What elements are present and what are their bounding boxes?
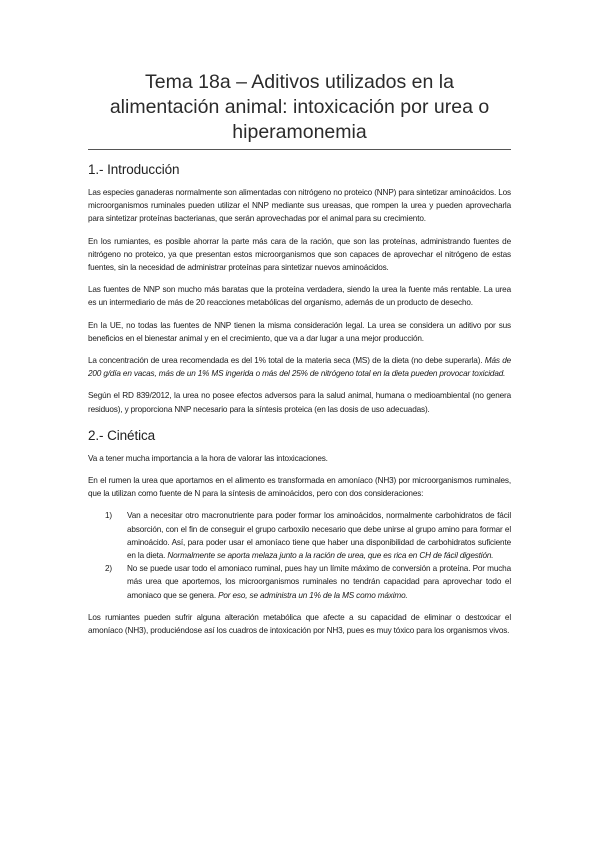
section-heading-cinetica: 2.- Cinética [88,427,156,443]
intro-paragraph-4: En la UE, no todas las fuentes de NNP tienen la misma consideración legal. La urea se considera un aditivo por sus beneficios en el bienestar animal y en el crecimiento, que va a dar lugar a una mejor producción. [88,320,511,343]
list-item-text: No se puede usar todo el amoniaco ruminal, pues hay un límite máximo de conversión a proteína. Por mucha más urea que aportemos, los microorganismos ruminales no tendrán capacidad para aprovechar todo el amoniaco que se genera. [127,564,511,600]
intro-paragraph-2: En los rumiantes, es posible ahorrar la parte más cara de la ración, que son las proteínas, administrando fuentes de nitrógeno no proteico, ya que presentan estos microorganismos que son capaces de aprovechar el nitrógeno de estas fuentes, sin la necesidad de administrar proteínas para sintetizar nuevos aminoácidos. [88,236,511,273]
list-item-number: 1) [105,511,112,521]
list-item [88,509,511,562]
list-item-number: 2) [105,564,112,574]
cinetica-paragraph-3: Los rumiantes pueden sufrir alguna alteración metabólica que afecte a su capacidad de eliminar o destoxicar el amoníaco (NH3), produciéndose así los cuadros de intoxicación por NH3, pues es muy tóxico para los organismos vivos. [88,612,511,636]
cinetica-paragraph-1: Va a tener mucha importancia a la hora de valorar las intoxicaciones. [88,453,328,463]
list-item [88,562,511,602]
list-item-italic: Normalmente se aporta melaza junto a la ración de urea, que es rica en CH de fácil digestión. [167,551,494,561]
considerations-list [88,509,511,601]
intro-paragraph-5-text: La concentración de urea recomendada es del 1% total de la materia seca (MS) de la dieta (no debe superarla). [88,356,485,366]
section-heading-introduccion: 1.- Introducción [88,162,180,177]
list-item-text: Van a necesitar otro macronutriente para poder formar los aminoácidos, normalmente carbohidratos de fácil absorción, con el fin de conseguir el grupo carboxilo necesario que debe unirse al grupo amino para formar el aminoácido. Así, para poder usar el amoníaco tiene que haber una disponibilidad de carbohidratos suficiente en la dieta. [127,511,511,561]
intro-paragraph-5 [88,354,511,380]
intro-paragraph-1: Las especies ganaderas normalmente son alimentadas con nitrógeno no proteico (NNP) para sintetizar aminoácidos. Los microorganismos ruminales pueden utilizar el NNP mediante sus ureasas, que rompen la urea y pueden aprovecharla para sintetizar proteínas bacterianas, que serán aprovechadas por el animal para su crecimiento. [88,188,511,224]
list-item-italic: Por eso, se administra un 1% de la MS como máximo. [218,590,408,600]
cinetica-paragraph-2: En el rumen la urea que aportamos en el alimento es transformada en amoníaco (NH3) por microorganismos ruminales, que la utilizan como fuente de N para la síntesis de aminoácidos, pero con dos consideraciones: [88,476,511,499]
intro-paragraph-6: Según el RD 839/2012, la urea no posee efectos adversos para la salud animal, humana o medioambiental (no genera residuos), y proporciona NNP necesario para la síntesis proteica (en las dosis de uso adecuadas). [88,391,511,414]
document-title: Tema 18a – Aditivos utilizados en la alimentación animal: intoxicación por urea o hiperamonemia [88,70,511,150]
intro-paragraph-3: Las fuentes de NNP son mucho más baratas que la proteína verdadera, siendo la urea la fuente más rentable. La urea es un intermediario de más de 20 reacciones metabólicas del organismo, además de un producto de desecho. [88,285,511,308]
intro-paragraph-5-italic: Más de 200 g/día en vacas, más de un 1% MS ingerida o más del 25% de nitrógeno total en la dieta pueden provocar toxicidad. [88,356,511,379]
